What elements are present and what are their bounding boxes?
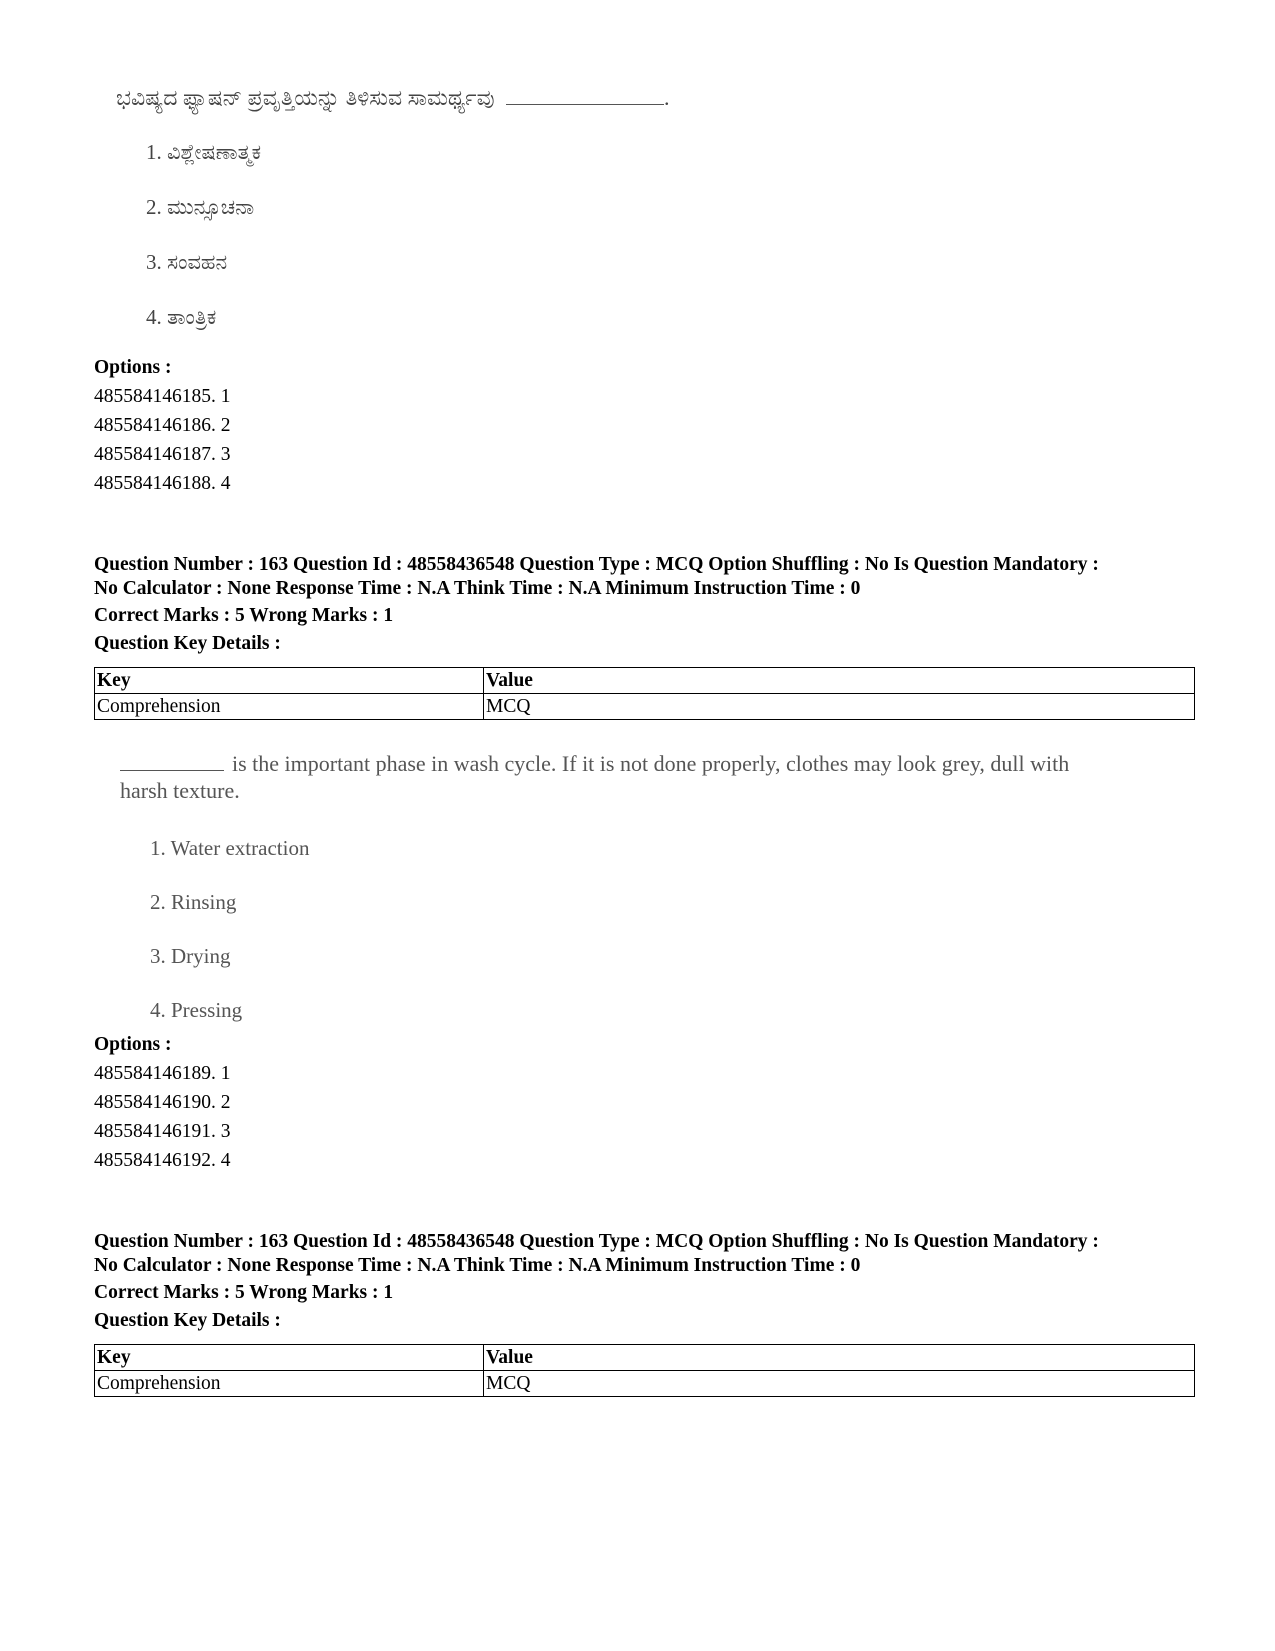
option-item: 485584146192. 4 (94, 1150, 231, 1171)
key-details-heading: Question Key Details : (94, 1309, 281, 1331)
question-stem-line1: is the important phase in wash cycle. If it is not done properly, clothes may look grey, dull with (232, 751, 1070, 776)
answer-blank (120, 770, 224, 771)
option-item: 485584146190. 2 (94, 1092, 231, 1113)
options-heading: Options : (94, 1034, 172, 1055)
option-item: 485584146187. 3 (94, 444, 231, 465)
question-meta-line2: No Calculator : None Response Time : N.A Think Time : N.A Minimum Instruction Time : 0 (94, 577, 861, 599)
option-item: 485584146188. 4 (94, 473, 231, 494)
options-block-1 (94, 353, 1194, 498)
question-stem-line2: harsh texture. (120, 778, 240, 803)
table-cell-key: Comprehension (95, 1371, 484, 1397)
option-item: 485584146189. 1 (94, 1063, 231, 1084)
table-header-value: Value (484, 668, 1195, 694)
answer-blank (506, 104, 664, 105)
question-stem: ಭವಿಷ್ಯದ ಫ್ಯಾಷನ್ ಪ್ರವೃತ್ತಿಯನ್ನು ತಿಳಿಸುವ ಸಾಮರ್ಥ್ಯವು (116, 85, 495, 110)
table-row (95, 694, 1195, 720)
key-details-heading: Question Key Details : (94, 632, 281, 654)
question-image-english (120, 750, 1160, 1030)
question-text (120, 750, 1160, 804)
table-row (95, 1371, 1195, 1397)
table-header-row (95, 668, 1195, 694)
marks-line: Correct Marks : 5 Wrong Marks : 1 (94, 1282, 394, 1303)
key-details-table (94, 1344, 1195, 1397)
choice-2: 2. Rinsing (150, 890, 237, 914)
table-header-key: Key (95, 1345, 484, 1371)
question-meta-line2: No Calculator : None Response Time : N.A Think Time : N.A Minimum Instruction Time : 0 (94, 1254, 861, 1276)
table-cell-key: Comprehension (95, 694, 484, 720)
end-mark: . (664, 85, 670, 110)
option-item: 485584146191. 3 (94, 1121, 231, 1142)
option-item: 485584146185. 1 (94, 386, 231, 407)
choice-1: 1. ವಿಶ್ಲೇಷಣಾತ್ಮಕ (146, 140, 262, 164)
table-header-row (95, 1345, 1195, 1371)
choice-1: 1. Water extraction (150, 836, 310, 860)
question-text (116, 84, 670, 111)
choice-3: 3. Drying (150, 944, 231, 968)
table-header-key: Key (95, 668, 484, 694)
table-header-value: Value (484, 1345, 1195, 1371)
option-item: 485584146186. 2 (94, 415, 231, 436)
choice-3: 3. ಸಂವಹನ (146, 250, 228, 274)
question-image-kannada (116, 84, 1116, 344)
question-meta-line1: Question Number : 163 Question Id : 48558436548 Question Type : MCQ Option Shuffling : No Is Question Mandatory : (94, 1231, 1099, 1252)
table-cell-value: MCQ (484, 694, 1195, 720)
table-cell-value: MCQ (484, 1371, 1195, 1397)
key-details-table (94, 667, 1195, 720)
choice-4: 4. Pressing (150, 998, 243, 1022)
choice-4: 4. ತಾಂತ್ರಿಕ (146, 305, 217, 329)
marks-line: Correct Marks : 5 Wrong Marks : 1 (94, 605, 394, 626)
choice-2: 2. ಮುನ್ಸೂಚನಾ (146, 195, 255, 219)
question-meta-line1: Question Number : 163 Question Id : 48558436548 Question Type : MCQ Option Shuffling : No Is Question Mandatory : (94, 554, 1099, 575)
question-header-2 (94, 553, 1194, 655)
options-heading: Options : (94, 357, 172, 378)
options-block-2 (94, 1030, 1194, 1175)
question-header-3 (94, 1230, 1194, 1332)
